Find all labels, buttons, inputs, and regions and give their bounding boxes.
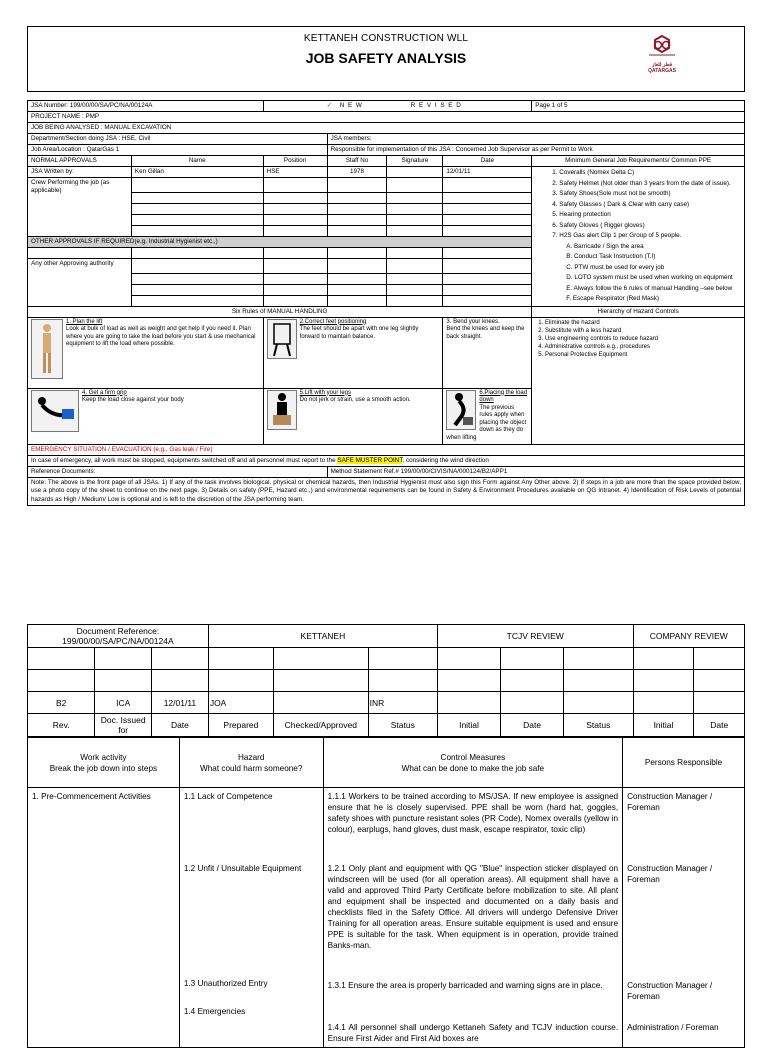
lift-icon xyxy=(267,390,297,430)
logo-arabic-text: قطر للغاز xyxy=(651,62,673,68)
hierarchy-item: 5. Personal Protective Equipment xyxy=(538,351,628,358)
date-value: 12/01/11 xyxy=(152,692,209,714)
jsa-details-table xyxy=(27,100,745,506)
hierarchy-item: 4. Administrative controls e.g., procedures xyxy=(538,343,651,350)
note: Note: The above is the front page of all JSAs. 1) If any of the task involves biological, physical or chemical hazards, then Industrial Hygienist must also sign this Form against Any Other above. 2) If steps in a job are more than the space provided below, use a photo copy of the sheet to continue on the next page. 3) Details on safety (PPE, Hazard etc.,) and environmental requirements can be found in Safety & Environment Procedures available on QG Intranet. 4) Identification of Risk Levels of potential hazards as High / Medium/ Low is optional and is left to the discretion of the JSA performing team. xyxy=(28,477,745,506)
hierarchy-item: 2. Substitute with a less hazard xyxy=(538,327,622,334)
new-label: N E W xyxy=(339,102,363,109)
hazard-sub: What could harm someone? xyxy=(200,763,303,773)
kettaneh-header: KETTANEH xyxy=(208,625,437,648)
rule-2 xyxy=(263,317,443,388)
written-by-date: 12/01/11 xyxy=(443,167,532,178)
rule-4-text: Keep the load close against your body xyxy=(82,397,184,404)
project-name: PROJECT NAME : PMP xyxy=(28,112,745,123)
ppe-item: 6. Safety Gloves ( Rigger gloves) xyxy=(552,221,645,229)
rule-1-title: 1. Plan the lift xyxy=(66,318,103,325)
col-position: Position xyxy=(263,156,327,167)
crew-label: Crew Performing the job (as applicable) xyxy=(28,178,132,237)
written-by-name: Ken Gillan xyxy=(131,167,263,178)
hazard-item: 1.3 Unauthorized Entry xyxy=(183,979,268,988)
persons-column xyxy=(623,788,745,1048)
col-staff-no: Staff No xyxy=(327,156,387,167)
method-statement: Method Statement Ref.# 199/00/00/CIVIS/NA/000124/B2/APP1 xyxy=(327,466,744,477)
jsa-front-sheet xyxy=(27,26,745,506)
rule-2-text: The feet should be apart with one leg slightly forward to maintain balance. xyxy=(299,326,419,340)
head-hazard xyxy=(179,738,323,788)
rule-6-title: 6.Placing the load down xyxy=(479,389,528,404)
emergency-title: EMERGENCY SITUATION / EVACUATION (e.g., Gas leak / Fire) xyxy=(28,444,745,455)
control-item: 1.1.1 Workers to be trained according to MS/JSA. If new employee is assigned ensure that he is closely supervised. PPE shall be worn (hard hat, goggles, safety shoes with puncture resistant soles (PR Code), Nomex overalls (yellow in colour), earplugs, hand gloves, dust mask, escape respirator, toxic clip) xyxy=(327,792,619,834)
activity-step: 1. Pre-Commencement Activities xyxy=(28,788,180,1048)
ppe-sub-item: C. PTW must be used for every job xyxy=(566,263,665,271)
hierarchy-item: 3. Use engineering controls to reduce hazard xyxy=(538,335,659,342)
analysis-table xyxy=(27,737,745,1048)
ppe-item: 7. H2S Gas alert Clip 1 per Group of 5 people. xyxy=(552,232,682,239)
ppe-item: 2. Safety Helmet (Not older than 3 years from the date of issue). xyxy=(552,179,731,187)
ppe-item: 4. Safety Glasses ( Dark & Clear with carry case) xyxy=(552,200,690,208)
place-load-icon xyxy=(446,390,476,430)
control-item: 1.2.1 Only plant and equipment with QG "Blue" inspection sticker displayed on windscreen will be used (for all operation areas). All equipment shall have a valid and approved Third Party Certificate before mobilization to site. All plant and equipment shall be inspected and documented on a daily basis and checklists filed in the Safety Office. All drivers will undergo Defensive Driver Training for all operation areas. Ensure suitable equipment is used and ensure PPE is suitable for the task. When equipment is in operation, provide trained Banks-man. xyxy=(327,864,619,950)
control-item: 1.4.1 All personnel shall undergo Kettaneh Safety and TCJV induction course. Ensure First Aider and First Aid boxes are xyxy=(327,1023,619,1043)
work-activity-sub: Break the job down into steps xyxy=(49,763,158,773)
doc-ref-label: Document Reference: xyxy=(76,626,160,636)
any-other-approving: Any other Approving authority xyxy=(28,258,132,306)
rule-1 xyxy=(28,317,264,388)
rule-3-text: Bend the knees and keep the back straight. xyxy=(446,326,525,340)
emergency-text xyxy=(28,455,745,466)
department: Department/Section doing JSA : HSE, Civil xyxy=(28,134,328,145)
rule-2-title: 2.Correct feet positioning xyxy=(299,318,367,325)
head-rev: Rev. xyxy=(28,714,95,737)
hierarchy-title: Hierarchy of Hazard Controls xyxy=(532,306,745,317)
ppe-list xyxy=(532,167,745,307)
hazard-item: 1.4 Emergencies xyxy=(183,1007,246,1016)
rule-4 xyxy=(28,388,264,444)
person-item: Construction Manager / Foreman xyxy=(627,864,713,884)
revised-label: R E V I S E D xyxy=(410,102,462,109)
ppe-sub-item: E. Always follow the 6 rules of manual Handling –see below xyxy=(566,284,733,292)
hierarchy-item: 1. Eliminate the hazard xyxy=(538,319,600,326)
head-date: Date xyxy=(152,714,209,737)
job-area: Job Area/Location : QatarGas 1 xyxy=(28,145,328,156)
control-sub: What can be done to make the job safe xyxy=(401,763,545,773)
head-prepared: Prepared xyxy=(208,714,273,737)
hierarchy-list xyxy=(532,317,745,444)
hazard-label: Hazard xyxy=(238,752,265,762)
head-doc-issued: Doc. Issued for xyxy=(95,714,152,737)
ppe-sub-item: A. Barricade / Sign the area xyxy=(566,242,644,250)
emergency-text-a: In case of emergency, all work must be stopped, equipments switched off and all personnel must report to the xyxy=(31,456,338,464)
rules-title: Six Rules of MANUAL HANDLING xyxy=(28,306,532,317)
head-status: Status xyxy=(368,714,437,737)
rule-3 xyxy=(443,317,532,388)
doc-ref-value: 199/00/00/SA/PC/NA/00124A xyxy=(62,636,174,646)
other-approvals: OTHER APPROVALS IF REQUIRED(e.g. Industrial Hygienist etc.,) xyxy=(28,236,532,247)
qatargas-logo-icon xyxy=(647,35,677,57)
written-by-label: JSA Written by: xyxy=(28,167,132,178)
jsa-members: JSA members: xyxy=(327,134,744,145)
ppe-item: 3. Safety Shoes(Sole must not be smooth) xyxy=(552,190,671,197)
head-initial: Initial xyxy=(437,714,500,737)
safe-muster-point: SAFE MUSTER POINT xyxy=(337,456,403,464)
job-analysed: JOB BEING ANALYSED : MANUAL EXCAVATION xyxy=(28,123,745,134)
rev-value: B2 xyxy=(28,692,95,714)
page-number: 1 of 5 xyxy=(551,102,568,109)
person-standing-icon xyxy=(31,319,63,379)
reference-documents: Reference Documents: xyxy=(28,466,328,477)
company-review-header: COMPANY REVIEW xyxy=(633,625,745,648)
feet-position-icon xyxy=(267,319,297,359)
doc-reference xyxy=(28,625,209,648)
hazard-item: 1.2 Unfit / Unsuitable Equipment xyxy=(183,864,302,873)
jsa-number: JSA Number: 199/00/00/SA/PC/NA/00124A xyxy=(28,101,264,112)
control-label: Control Measures xyxy=(440,752,506,762)
rule-6-text: The previous rules apply when placing the object down as they do when lifting xyxy=(446,404,527,442)
rule-3-title: 3. Bend your knees. xyxy=(446,318,500,325)
ppe-item: 5. Hearing protection xyxy=(552,211,611,218)
hazard-item: 1.1 Lack of Competence xyxy=(183,792,273,801)
document-header xyxy=(27,26,745,92)
head-checked: Checked/Approved xyxy=(273,714,368,737)
ppe-header: Minimum General Job Requirements/ Common PPE xyxy=(532,156,745,167)
col-normal-approvals: NORMAL APPROVALS xyxy=(28,156,132,167)
qatargas-logo xyxy=(640,35,684,74)
rule-5 xyxy=(263,388,443,444)
rule-6 xyxy=(443,388,532,444)
ppe-item: 1. Coveralls (Nomex Delta C) xyxy=(552,169,635,176)
col-signature: Signature xyxy=(387,156,443,167)
company-name: KETTANEH CONSTRUCTION WLL xyxy=(303,33,469,44)
rule-5-title: 5.Lift with your legs xyxy=(299,389,352,396)
control-item: 1.3.1 Ensure the area is properly barricaded and warning signs are in place. xyxy=(327,981,603,990)
rule-5-text: Do not jerk or strain, use a smooth action. xyxy=(299,397,411,404)
emergency-text-b: , considering the wind direction xyxy=(402,456,489,464)
grip-icon xyxy=(31,390,79,432)
head-initial: Initial xyxy=(633,714,694,737)
logo-text: QATARGAS xyxy=(648,68,676,74)
head-persons: Persons Responsible xyxy=(623,738,745,788)
ppe-sub-item: D. LOTO system must be used when working on equipment xyxy=(566,274,733,281)
revision-table xyxy=(27,624,745,737)
hazard-column xyxy=(179,788,323,1048)
status-value: INR xyxy=(368,692,437,714)
prepared-value: JOA xyxy=(208,692,273,714)
col-name: Name xyxy=(131,156,263,167)
head-work-activity xyxy=(28,738,180,788)
head-date: Date xyxy=(694,714,745,737)
rule-1-text: Look at bulk of load as well as weight and get help if you need it. Plan where you are going to take the load before you start & use mechanical equipment to lift the load where possible. xyxy=(66,326,256,348)
ppe-sub-item: B. Conduct Task Instruction (T.I) xyxy=(566,253,656,260)
ppe-sub-item: F. Escape Respirator (Red Mask) xyxy=(566,295,660,302)
rule-4-title: 4. Get a firm grip xyxy=(82,389,127,396)
person-item: Administration / Foreman xyxy=(627,1023,719,1032)
document-title: JOB SAFETY ANALYSIS xyxy=(305,50,467,66)
check-icon: ✓ xyxy=(326,102,332,109)
person-item: Construction Manager / Foreman xyxy=(627,981,713,1001)
control-column xyxy=(323,788,622,1048)
person-item: Construction Manager / Foreman xyxy=(627,792,713,812)
responsible-person: Responsible for implementation of this JSA : Concerned Job Supervisor as per Permit to Work xyxy=(327,145,744,156)
head-date: Date xyxy=(501,714,564,737)
col-date: Date xyxy=(443,156,532,167)
head-status: Status xyxy=(564,714,633,737)
work-activity-label: Work activity xyxy=(80,752,127,762)
written-by-position: HSE xyxy=(263,167,327,178)
head-control xyxy=(323,738,622,788)
page-label: Page xyxy=(535,102,550,109)
written-by-staff-no: 1978 xyxy=(327,167,387,178)
issued-for-value: ICA xyxy=(95,692,152,714)
tcjv-review-header: TCJV REVIEW xyxy=(437,625,633,648)
